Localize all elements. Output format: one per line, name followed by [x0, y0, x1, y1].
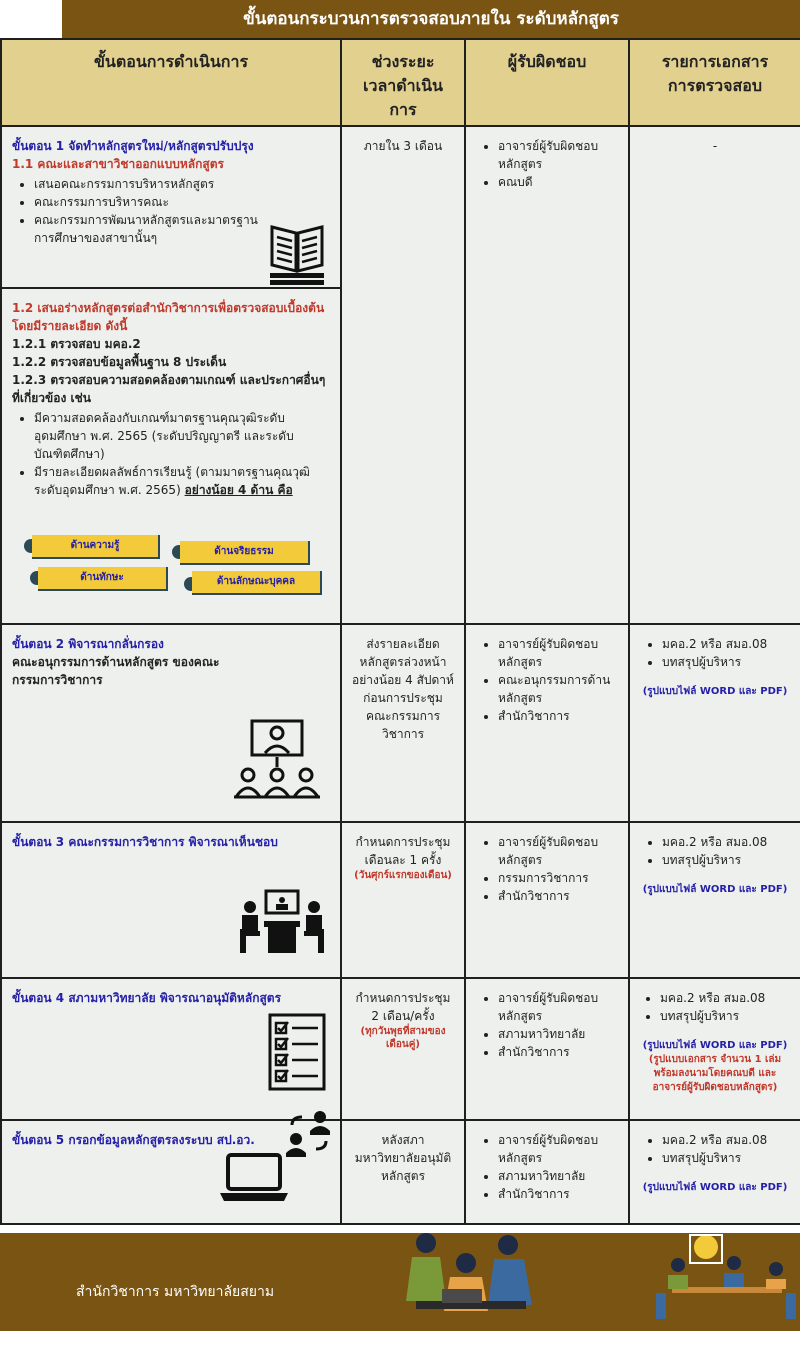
header-responsible: ผู้รับผิดชอบ [465, 39, 629, 126]
file-format-note: (รูปแบบไฟล์ WORD และ PDF) [642, 1182, 788, 1193]
file-format-note: (รูปแบบไฟล์ WORD และ PDF) [642, 1040, 788, 1051]
step1-title: ขั้นตอน 1 จัดทำหลักสูตรใหม่/หลักสูตรปรับปรุง [12, 139, 254, 153]
step4-period [341, 978, 465, 1120]
footer [0, 1233, 800, 1331]
step2-cell [1, 624, 341, 822]
process-table [0, 38, 800, 1225]
step3-responsible [465, 822, 629, 978]
step2-desc: คณะอนุกรรมการด้านหลักสูตร ของคณะกรรมการวิชาการ [12, 655, 220, 687]
period-text: กำหนดการประชุมเดือนละ 1 ครั้ง [355, 835, 451, 867]
documents-text: - [712, 139, 718, 153]
list-item: • สำนักวิชาการ [498, 1185, 618, 1203]
step5-title: ขั้นตอน 5 กรอกข้อมูลหลักสูตรลงระบบ สป.อว. [12, 1133, 255, 1147]
list-item: • คณะกรรมการบริหารคณะ [34, 193, 330, 211]
period-text: ส่งรายละเอียดหลักสูตรล่วงหน้าอย่างน้อย 4 สัปดาห์ ก่อนการประชุมคณะกรรมการวิชาการ [352, 637, 454, 741]
list-item: • กรรมการวิชาการ [498, 869, 618, 887]
period-text: กำหนดการประชุม 2 เดือน/ครั้ง [355, 991, 451, 1023]
step4-documents [629, 978, 800, 1120]
checklist-icon [268, 1013, 326, 1091]
file-format-note: (รูปแบบไฟล์ WORD และ PDF) [642, 884, 788, 895]
step2-documents [629, 624, 800, 822]
step1-cell [1, 126, 341, 288]
step3-period [341, 822, 465, 978]
conference-icon [238, 889, 326, 955]
step5-cell [1, 1120, 341, 1224]
item-text: มีรายละเอียดผลลัพธ์การเรียนรู้ (ตามมาตรฐานคุณวุฒิระดับอุดมศึกษา พ.ศ. 2565) [34, 465, 310, 497]
item-emphasis: อย่างน้อย 4 ด้าน คือ [184, 483, 293, 497]
step4-cell [1, 978, 341, 1120]
document-copy-note: (รูปแบบเอกสาร จำนวน 1 เล่ม พร้อมลงนามโดยคณบดี และอาจารย์ผู้รับผิดชอบหลักสูตร) [648, 1054, 782, 1093]
list-item: • อาจารย์ผู้รับผิดชอบหลักสูตร [498, 137, 618, 173]
step3-title: ขั้นตอน 3 คณะกรรมการวิชาการ พิจารณาเห็นชอบ [12, 835, 278, 849]
list-item: • บทสรุปผู้บริหาร [662, 1149, 790, 1167]
period-text: ภายใน 3 เดือน [363, 139, 443, 153]
period-note: (วันศุกร์แรกของเดือน) [354, 870, 452, 881]
step12-cell [1, 288, 341, 624]
table-row [1, 822, 800, 978]
list-item: • มคอ.2 หรือ สมอ.08 [662, 1131, 790, 1149]
period-note: (ทุกวันพุธที่สามของเดือนคู่) [360, 1026, 446, 1050]
step1-responsible [465, 126, 629, 624]
list-item: • มคอ.2 หรือ สมอ.08 [660, 989, 792, 1007]
team-working-illustration [386, 1227, 556, 1327]
step1-subtitle: 1.1 คณะและสาขาวิชาออกแบบหลักสูตร [12, 157, 224, 171]
step12-line3: 1.2.3 ตรวจสอบความสอดคล้องตามเกณฑ์ และประกาศอื่นๆ ที่เกี่ยวข้อง เช่น [12, 373, 326, 405]
laptop-icon [220, 1151, 288, 1203]
list-item: • คณะกรรมการพัฒนาหลักสูตรและมาตรฐานการศึกษาของสาขานั้นๆ [34, 211, 264, 247]
user-exchange-icon [284, 1109, 334, 1157]
step2-title: ขั้นตอน 2 พิจารณากลั่นกรอง [12, 637, 164, 651]
list-item: • อาจารย์ผู้รับผิดชอบหลักสูตร [498, 833, 618, 869]
meeting-icon [232, 717, 322, 799]
step1-documents [629, 126, 800, 624]
tag-knowledge: ด้านความรู้ [32, 535, 160, 559]
step5-responsible [465, 1120, 629, 1224]
list-item: • เสนอคณะกรรมการบริหารหลักสูตร [34, 175, 330, 193]
list-item: • สำนักวิชาการ [498, 707, 618, 725]
table-row [1, 1120, 800, 1224]
meeting-illustration [654, 1229, 800, 1325]
header-steps: ขั้นตอนการดำเนินการ [1, 39, 341, 126]
header-period: ช่วงระยะเวลาดำเนินการ [341, 39, 465, 126]
step4-responsible [465, 978, 629, 1120]
step5-period [341, 1120, 465, 1224]
table-row [1, 624, 800, 822]
list-item: • อาจารย์ผู้รับผิดชอบหลักสูตร [498, 989, 618, 1025]
step12-line2: 1.2.2 ตรวจสอบข้อมูลพื้นฐาน 8 ประเด็น [12, 355, 227, 369]
step2-period [341, 624, 465, 822]
period-text: หลังสภามหาวิทยาลัยอนุมัติหลักสูตร [354, 1133, 452, 1183]
table-row [1, 978, 800, 1120]
step1-period [341, 126, 465, 624]
step12-line1: 1.2.1 ตรวจสอบ มคอ.2 [12, 337, 141, 351]
step2-responsible [465, 624, 629, 822]
step4-title: ขั้นตอน 4 สภามหาวิทยาลัย พิจารณาอนุมัติหลักสูตร [12, 991, 282, 1005]
step3-documents [629, 822, 800, 978]
tag-ethics: ด้านจริยธรรม [180, 541, 310, 565]
list-item: • คณะอนุกรรมการด้านหลักสูตร [498, 671, 618, 707]
step3-cell [1, 822, 341, 978]
step5-documents [629, 1120, 800, 1224]
list-item: • อาจารย์ผู้รับผิดชอบหลักสูตร [498, 1131, 618, 1167]
list-item: • สภามหาวิทยาลัย [498, 1025, 618, 1043]
step12-title: 1.2 เสนอร่างหลักสูตรต่อสำนักวิชาการเพื่อตรวจสอบเบื้องต้น โดยมีรายละเอียด ดังนี้ [12, 301, 325, 333]
list-item: • บทสรุปผู้บริหาร [660, 1007, 792, 1025]
book-icon [268, 223, 326, 285]
page-title: ขั้นตอนกระบวนการตรวจสอบภายใน ระดับหลักสูตร [62, 0, 800, 38]
list-item: • สภามหาวิทยาลัย [498, 1167, 618, 1185]
list-item: • บทสรุปผู้บริหาร [662, 653, 790, 671]
list-item: • สำนักวิชาการ [498, 887, 618, 905]
header-row [1, 39, 800, 126]
header-documents: รายการเอกสารการตรวจสอบ [629, 39, 800, 126]
footer-text: สำนักวิชาการ มหาวิทยาลัยสยาม [76, 1284, 275, 1300]
list-item: • มคอ.2 หรือ สมอ.08 [662, 833, 790, 851]
tag-skills: ด้านทักษะ [38, 567, 168, 591]
list-item: • สำนักวิชาการ [498, 1043, 618, 1061]
table-row [1, 126, 800, 288]
list-item [34, 463, 330, 499]
tag-personality: ด้านลักษณะบุคคล [192, 571, 322, 595]
list-item: • มีความสอดคล้องกับเกณฑ์มาตรฐานคุณวุฒิระดับอุดมศึกษา พ.ศ. 2565 (ระดับปริญญาตรี และระดับบัณฑิตศึกษา) [34, 409, 330, 463]
list-item: • มคอ.2 หรือ สมอ.08 [662, 635, 790, 653]
file-format-note: (รูปแบบไฟล์ WORD และ PDF) [642, 686, 788, 697]
list-item: • อาจารย์ผู้รับผิดชอบหลักสูตร [498, 635, 618, 671]
list-item: • บทสรุปผู้บริหาร [662, 851, 790, 869]
list-item: • คณบดี [498, 173, 618, 191]
